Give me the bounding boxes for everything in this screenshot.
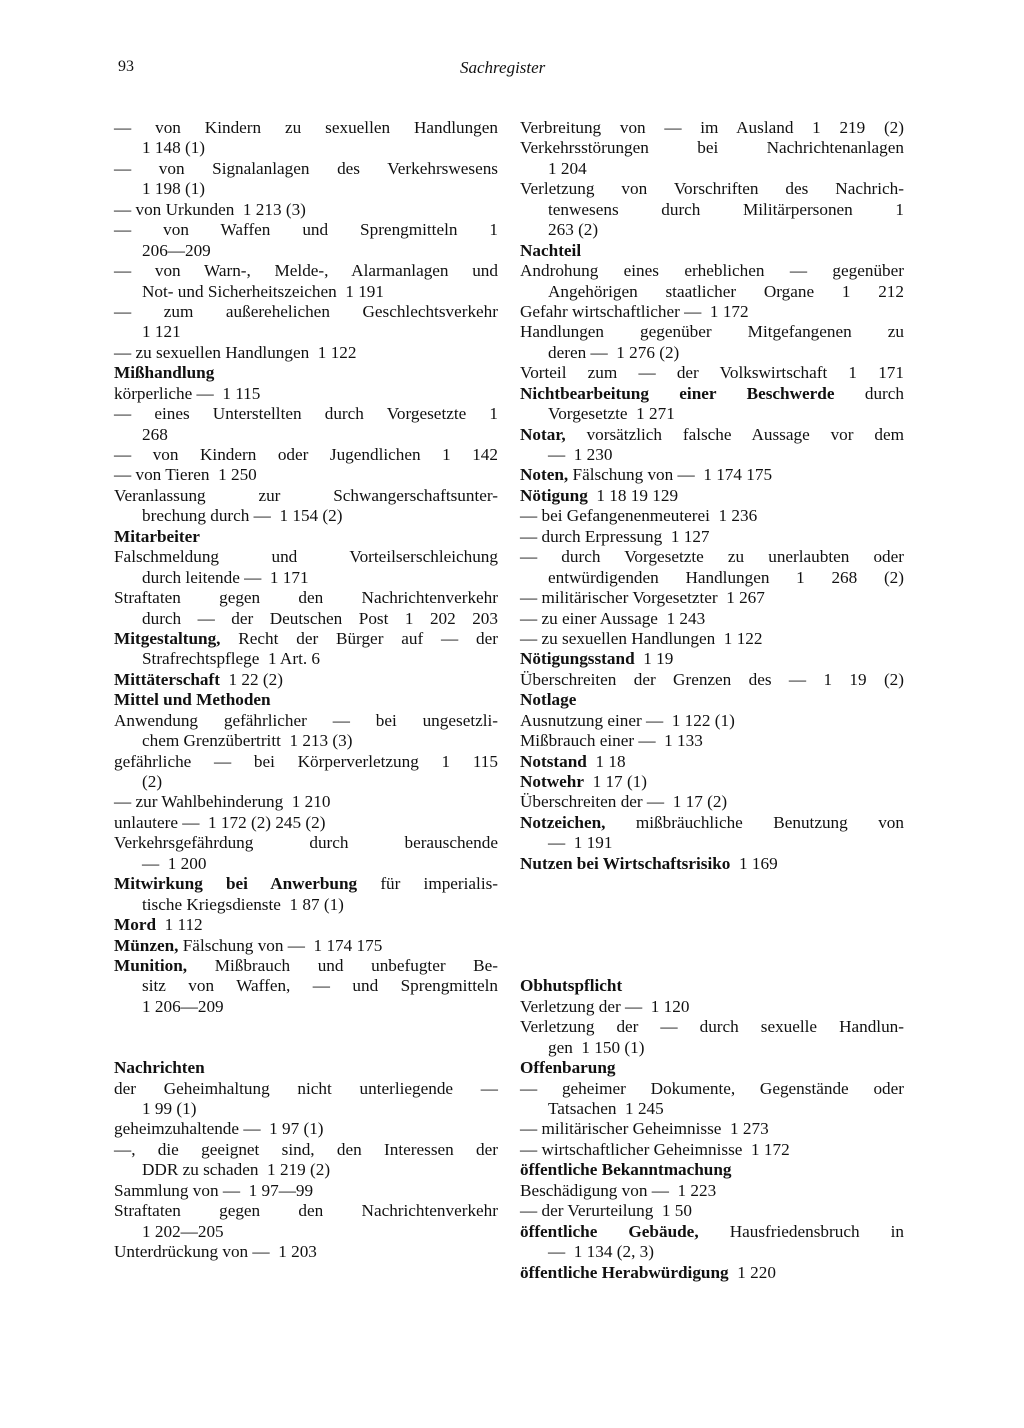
index-heading-line bbox=[114, 629, 498, 649]
index-entry-text: für imperialis- bbox=[357, 874, 499, 894]
index-entry-line bbox=[114, 609, 498, 629]
index-entry-line bbox=[114, 261, 498, 281]
index-keyword: Mord bbox=[114, 915, 157, 935]
index-heading-line bbox=[114, 936, 498, 956]
index-heading-line bbox=[114, 363, 498, 383]
index-keyword: Notstand bbox=[520, 751, 587, 771]
index-entry-line bbox=[114, 1099, 498, 1119]
index-entry-text: — von Waffen und Sprengmitteln 1 bbox=[114, 220, 498, 240]
index-entry-text: gen 1 150 (1) bbox=[548, 1037, 645, 1057]
index-entry-text: — von Kindern zu sexuellen Handlungen bbox=[114, 118, 498, 137]
index-entry-line bbox=[520, 220, 904, 240]
index-entry-text: Mißbrauch einer — 1 133 bbox=[520, 731, 703, 751]
index-entry-line bbox=[114, 997, 498, 1017]
index-keyword: Mitwirkung bei Anwerbung bbox=[114, 874, 358, 894]
index-entry-line bbox=[520, 547, 904, 567]
index-entry-line bbox=[114, 1160, 498, 1180]
index-entry-line bbox=[114, 200, 498, 220]
index-entry-text: Veranlassung zur Schwangerschaftsunter- bbox=[114, 485, 498, 505]
index-entry-text: brechung durch — 1 154 (2) bbox=[142, 506, 343, 526]
index-entry-line bbox=[520, 670, 904, 690]
index-entry-text: — militärischer Vorgesetzter 1 267 bbox=[520, 588, 765, 608]
index-keyword: öffentliche Gebäude, bbox=[520, 1221, 699, 1241]
index-keyword: Münzen, bbox=[114, 935, 179, 955]
index-keyword: Nötigungsstand bbox=[520, 649, 635, 669]
index-keyword: Nichtbearbeitung einer Beschwerde bbox=[520, 383, 835, 403]
index-entry-line bbox=[520, 1181, 904, 1201]
index-entry-text: Vorgesetzte 1 271 bbox=[548, 404, 675, 424]
index-heading-line bbox=[520, 241, 904, 261]
index-keyword: Notzeichen, bbox=[520, 812, 606, 832]
index-entry-line bbox=[520, 322, 904, 342]
index-entry-line bbox=[114, 138, 498, 158]
index-heading-line bbox=[114, 527, 498, 547]
index-entry-line bbox=[520, 200, 904, 220]
index-entry-line bbox=[114, 302, 498, 322]
index-entry-text: gefährliche — bei Körperverletzung 1 115 bbox=[114, 751, 498, 771]
index-heading-line bbox=[520, 384, 904, 404]
index-entry-line bbox=[114, 445, 498, 465]
index-keyword: Mitarbeiter bbox=[114, 526, 200, 546]
index-entry-text: — 1 134 (2, 3) bbox=[548, 1242, 654, 1262]
index-entry-line bbox=[114, 486, 498, 506]
index-heading-line bbox=[114, 1058, 498, 1078]
index-entry-text: unlautere — 1 172 (2) 245 (2) bbox=[114, 812, 326, 832]
index-entry-text: Fälschung von — 1 174 175 bbox=[178, 935, 383, 955]
index-entry-text: — bei Gefangenenmeuterei 1 236 bbox=[520, 506, 758, 526]
index-entry-text: —, die geeignet sind, den Interessen der bbox=[114, 1139, 498, 1159]
index-entry-text: Strafrechtspflege 1 Art. 6 bbox=[142, 649, 321, 669]
index-entry-text: Mißbrauch und unbefugter Be- bbox=[187, 955, 498, 975]
index-entry-line bbox=[114, 1079, 498, 1099]
index-entry-line bbox=[520, 833, 904, 853]
index-entry-line bbox=[114, 343, 498, 363]
index-heading-line bbox=[520, 854, 904, 874]
index-entry-text: Ausnutzung einer — 1 122 (1) bbox=[520, 710, 735, 730]
index-entry-text: sitz von Waffen, — und Sprengmitteln bbox=[142, 976, 498, 996]
index-entry-line bbox=[114, 465, 498, 485]
index-heading-line bbox=[520, 486, 904, 506]
index-entry-line bbox=[520, 506, 904, 526]
index-heading-line bbox=[520, 813, 904, 833]
index-entry-line bbox=[114, 384, 498, 404]
index-entry-line bbox=[520, 629, 904, 649]
index-entry-text: Verletzung der — durch sexuelle Handlun- bbox=[520, 1017, 904, 1037]
index-entry-text: — zu einer Aussage 1 243 bbox=[520, 608, 706, 628]
index-entry-line bbox=[520, 1017, 904, 1037]
index-entry-text: Verletzung der — 1 120 bbox=[520, 996, 690, 1016]
spacer bbox=[114, 1038, 498, 1058]
index-heading-line bbox=[520, 649, 904, 669]
index-entry-text: Vorteil zum — der Volkswirtschaft 1 171 bbox=[520, 363, 904, 383]
index-entry-text: Verkehrsstörungen bei Nachrichtenanlagen bbox=[520, 138, 904, 158]
index-entry-text: — von Warn-, Melde-, Alarmanlagen und bbox=[114, 261, 498, 281]
index-heading-line bbox=[114, 874, 498, 894]
index-entry-line bbox=[520, 363, 904, 383]
index-entry-text: — 1 230 bbox=[548, 445, 613, 464]
index-keyword: Offenbarung bbox=[520, 1058, 616, 1078]
index-keyword: Notar, bbox=[520, 424, 566, 444]
index-entry-line bbox=[114, 976, 498, 996]
index-entry-text: — zu sexuellen Handlungen 1 122 bbox=[520, 628, 763, 648]
index-entry-text: 1 204 bbox=[548, 158, 587, 178]
index-entry-line bbox=[520, 588, 904, 608]
index-entry-text: durch — der Deutschen Post 1 202 203 bbox=[142, 608, 498, 628]
index-entry-line bbox=[520, 1079, 904, 1099]
spacer bbox=[520, 915, 904, 935]
index-entry-text: Handlungen gegenüber Mitgefangenen zu bbox=[520, 322, 904, 342]
index-entry-text: Verkehrsgefährdung durch berauschende bbox=[114, 833, 498, 853]
index-entry-line bbox=[520, 1242, 904, 1262]
index-entry-line bbox=[520, 997, 904, 1017]
index-entry-line bbox=[114, 404, 498, 424]
index-entry-line bbox=[114, 1222, 498, 1242]
index-keyword: öffentliche Herabwürdigung bbox=[520, 1262, 729, 1282]
index-entry-text: Straftaten gegen den Nachrichtenverkehr bbox=[114, 588, 498, 608]
index-heading-line bbox=[114, 670, 498, 690]
index-keyword: Mittäterschaft bbox=[114, 669, 220, 689]
index-keyword: Mißhandlung bbox=[114, 363, 215, 383]
index-heading-line bbox=[520, 425, 904, 445]
index-entry-text: durch leitende — 1 171 bbox=[142, 567, 309, 587]
index-entry-text: Verletzung von Vorschriften des Nachrich- bbox=[520, 179, 904, 199]
index-entry-text: chem Grenzübertritt 1 213 (3) bbox=[142, 731, 353, 751]
index-entry-text: 1 99 (1) bbox=[142, 1099, 197, 1118]
index-heading-line bbox=[520, 1160, 904, 1180]
index-entry-line bbox=[114, 1201, 498, 1221]
index-entry-line bbox=[520, 792, 904, 812]
index-entry-line bbox=[520, 261, 904, 281]
index-entry-line bbox=[520, 343, 904, 363]
index-entry-text: — zu sexuellen Handlungen 1 122 bbox=[114, 342, 357, 362]
index-entry-line bbox=[114, 772, 498, 792]
index-heading-line bbox=[520, 1058, 904, 1078]
index-entry-line bbox=[114, 425, 498, 445]
index-entry-text: 268 bbox=[142, 424, 168, 444]
index-entry-text: — zur Wahlbehinderung 1 210 bbox=[114, 792, 331, 812]
spacer bbox=[520, 936, 904, 956]
index-entry-text: tische Kriegsdienste 1 87 (1) bbox=[142, 894, 344, 914]
index-entry-line bbox=[520, 302, 904, 322]
spacer bbox=[114, 1017, 498, 1037]
spacer bbox=[520, 956, 904, 976]
index-entry-text: 1 202—205 bbox=[142, 1221, 224, 1241]
index-entry-text: Not- und Sicherheitszeichen 1 191 bbox=[142, 281, 384, 301]
index-entry-line bbox=[114, 179, 498, 199]
index-entry-line bbox=[114, 1181, 498, 1201]
index-entry-line bbox=[114, 1140, 498, 1160]
index-entry-line bbox=[114, 854, 498, 874]
index-entry-line bbox=[114, 813, 498, 833]
index-entry-line bbox=[520, 1099, 904, 1119]
index-heading-line bbox=[114, 956, 498, 976]
index-entry-text: 1 17 (1) bbox=[583, 772, 647, 791]
index-keyword: Mitgestaltung, bbox=[114, 628, 221, 648]
index-entry-text: — durch Vorgesetzte zu unerlaubten oder bbox=[520, 547, 904, 567]
index-entry-text: 1 148 (1) bbox=[142, 138, 206, 158]
index-entry-line bbox=[520, 159, 904, 179]
index-entry-text: geheimzuhaltende — 1 97 (1) bbox=[114, 1119, 324, 1139]
index-keyword: Nötigung bbox=[520, 485, 588, 505]
index-entry-text: tenwesens durch Militärpersonen 1 bbox=[548, 199, 904, 219]
index-entry-text: 206—209 bbox=[142, 240, 211, 260]
index-entry-text: — eines Unterstellten durch Vorgesetzte 1 bbox=[114, 404, 498, 424]
index-entry-line bbox=[114, 895, 498, 915]
index-entry-line bbox=[114, 588, 498, 608]
index-entry-line bbox=[114, 322, 498, 342]
index-entry-line bbox=[520, 138, 904, 158]
index-entry-line bbox=[114, 649, 498, 669]
index-heading-line bbox=[520, 772, 904, 792]
index-keyword: öffentliche Bekanntmachung bbox=[520, 1160, 732, 1180]
index-keyword: Mittel und Methoden bbox=[114, 690, 271, 710]
index-entry-text: — militärischer Geheimnisse 1 273 bbox=[520, 1119, 769, 1139]
index-entry-text: 1 18 19 129 bbox=[587, 485, 679, 505]
index-entry-line bbox=[114, 241, 498, 261]
index-entry-text: deren — 1 276 (2) bbox=[548, 342, 680, 362]
index-entry-text: körperliche — 1 115 bbox=[114, 383, 261, 403]
index-keyword: Notlage bbox=[520, 690, 577, 710]
index-entry-text: entwürdigenden Handlungen 1 268 (2) bbox=[548, 567, 904, 587]
index-entry-line bbox=[114, 752, 498, 772]
index-entry-line bbox=[114, 159, 498, 179]
index-entry-text: — von Signalanlagen des Verkehrswesens bbox=[114, 158, 498, 178]
index-entry-text: mißbräuchliche Benutzung von bbox=[605, 812, 904, 832]
index-entry-text: Hausfriedensbruch in bbox=[698, 1221, 905, 1241]
index-entry-text: — von Urkunden 1 213 (3) bbox=[114, 199, 306, 219]
index-entry-text: Recht der Bürger auf — der bbox=[220, 628, 498, 648]
index-keyword: Nachteil bbox=[520, 240, 582, 260]
index-entry-text: 1 198 (1) bbox=[142, 179, 206, 199]
index-entry-line bbox=[114, 220, 498, 240]
index-heading-line bbox=[114, 690, 498, 710]
index-keyword: Munition, bbox=[114, 955, 188, 975]
index-entry-line bbox=[114, 1242, 498, 1262]
index-entry-text: — 1 191 bbox=[548, 833, 613, 853]
index-entry-text: — geheimer Dokumente, Gegenstände oder bbox=[520, 1078, 904, 1098]
index-entry-text: Überschreiten der Grenzen des — 1 19 (2) bbox=[520, 669, 904, 689]
index-entry-text: vorsätzlich falsche Aussage vor dem bbox=[565, 424, 904, 444]
index-heading-line bbox=[520, 1222, 904, 1242]
index-entry-line bbox=[114, 711, 498, 731]
index-entry-text: Anwendung gefährlicher — bei ungesetzli- bbox=[114, 710, 498, 730]
index-entry-text: DDR zu schaden 1 219 (2) bbox=[142, 1160, 331, 1180]
index-entry-line bbox=[114, 282, 498, 302]
running-title: Sachregister bbox=[460, 58, 546, 77]
index-entry-line bbox=[520, 731, 904, 751]
index-entry-text: 1 206—209 bbox=[142, 996, 224, 1016]
index-entry-text: Beschädigung von — 1 223 bbox=[520, 1180, 717, 1200]
index-keyword: Noten, bbox=[520, 465, 569, 485]
index-entry-text: — wirtschaftlicher Geheimnisse 1 172 bbox=[520, 1139, 790, 1159]
index-entry-line bbox=[114, 568, 498, 588]
index-heading-line bbox=[114, 915, 498, 935]
page-number: 93 bbox=[118, 58, 134, 75]
index-entry-line bbox=[520, 1119, 904, 1139]
index-entry-text: Androhung eines erheblichen — gegenüber bbox=[520, 261, 904, 281]
index-heading-line bbox=[520, 465, 904, 485]
index-entry-text: Überschreiten der — 1 17 (2) bbox=[520, 792, 728, 812]
index-entry-line bbox=[520, 527, 904, 547]
index-entry-line bbox=[520, 1201, 904, 1221]
index-entry-line bbox=[114, 731, 498, 751]
index-entry-text: 1 18 bbox=[586, 751, 626, 771]
index-entry-line bbox=[520, 282, 904, 302]
index-heading-line bbox=[520, 752, 904, 772]
index-entry-line bbox=[114, 1119, 498, 1139]
index-entry-text: Tatsachen 1 245 bbox=[548, 1099, 664, 1118]
index-heading-line bbox=[520, 690, 904, 710]
index-entry-line bbox=[520, 404, 904, 424]
index-entry-text: — von Kindern oder Jugendlichen 1 142 bbox=[114, 445, 498, 464]
index-entry-text: — der Verurteilung 1 50 bbox=[520, 1201, 692, 1221]
index-heading-line bbox=[520, 976, 904, 996]
spacer bbox=[520, 874, 904, 894]
index-entry-text: 1 19 bbox=[634, 649, 674, 669]
index-entry-text: Gefahr wirtschaftlicher — 1 172 bbox=[520, 301, 749, 321]
index-keyword: Obhutspflicht bbox=[520, 976, 623, 996]
index-entry-text: Sammlung von — 1 97—99 bbox=[114, 1180, 314, 1200]
index-keyword: Notwehr bbox=[520, 772, 584, 791]
index-entry-text: Fälschung von — 1 174 175 bbox=[568, 465, 773, 485]
index-entry-line bbox=[114, 547, 498, 567]
index-entry-line bbox=[520, 609, 904, 629]
index-entry-line bbox=[520, 711, 904, 731]
index-entry-line bbox=[114, 506, 498, 526]
index-entry-text: durch bbox=[834, 383, 904, 403]
index-entry-text: — zum außerehelichen Geschlechtsverkehr bbox=[114, 301, 498, 321]
index-entry-text: der Geheimhaltung nicht unterliegende — bbox=[114, 1078, 498, 1098]
index-entry-text: — 1 200 bbox=[142, 853, 207, 873]
index-entry-line bbox=[520, 118, 904, 138]
index-entry-text: Unterdrückung von — 1 203 bbox=[114, 1242, 317, 1262]
index-keyword: Nutzen bei Wirtschaftsrisiko bbox=[520, 853, 731, 873]
index-entry-text: Falschmeldung und Vorteilserschleichung bbox=[114, 547, 498, 567]
index-entry-line bbox=[520, 445, 904, 465]
index-entry-line bbox=[520, 568, 904, 588]
index-entry-text: 1 121 bbox=[142, 322, 181, 342]
index-entry-text: — durch Erpressung 1 127 bbox=[520, 526, 710, 546]
index-entry-text: 263 (2) bbox=[548, 220, 599, 240]
index-heading-line bbox=[520, 1263, 904, 1283]
index-entry-text: 1 169 bbox=[730, 853, 778, 873]
index-entry-line bbox=[520, 1140, 904, 1160]
index-entry-text: Verbreitung von — im Ausland 1 219 (2) bbox=[520, 118, 904, 137]
spacer bbox=[520, 895, 904, 915]
index-entry-text: Straftaten gegen den Nachrichtenverkehr bbox=[114, 1201, 498, 1221]
index-column-left bbox=[114, 118, 498, 1263]
index-entry-line bbox=[114, 118, 498, 138]
index-entry-text: Angehörigen staatlicher Organe 1 212 bbox=[548, 281, 904, 301]
index-entry-line bbox=[520, 1038, 904, 1058]
index-keyword: Nachrichten bbox=[114, 1058, 205, 1078]
index-entry-line bbox=[114, 833, 498, 853]
index-entry-text: (2) bbox=[142, 772, 163, 791]
index-column-right bbox=[520, 118, 904, 1283]
index-entry-text: 1 112 bbox=[156, 915, 203, 935]
index-entry-line bbox=[114, 792, 498, 812]
index-entry-text: 1 22 (2) bbox=[219, 669, 283, 689]
index-entry-text: — von Tieren 1 250 bbox=[114, 465, 257, 485]
index-entry-line bbox=[520, 179, 904, 199]
index-entry-text: 1 220 bbox=[728, 1262, 776, 1282]
